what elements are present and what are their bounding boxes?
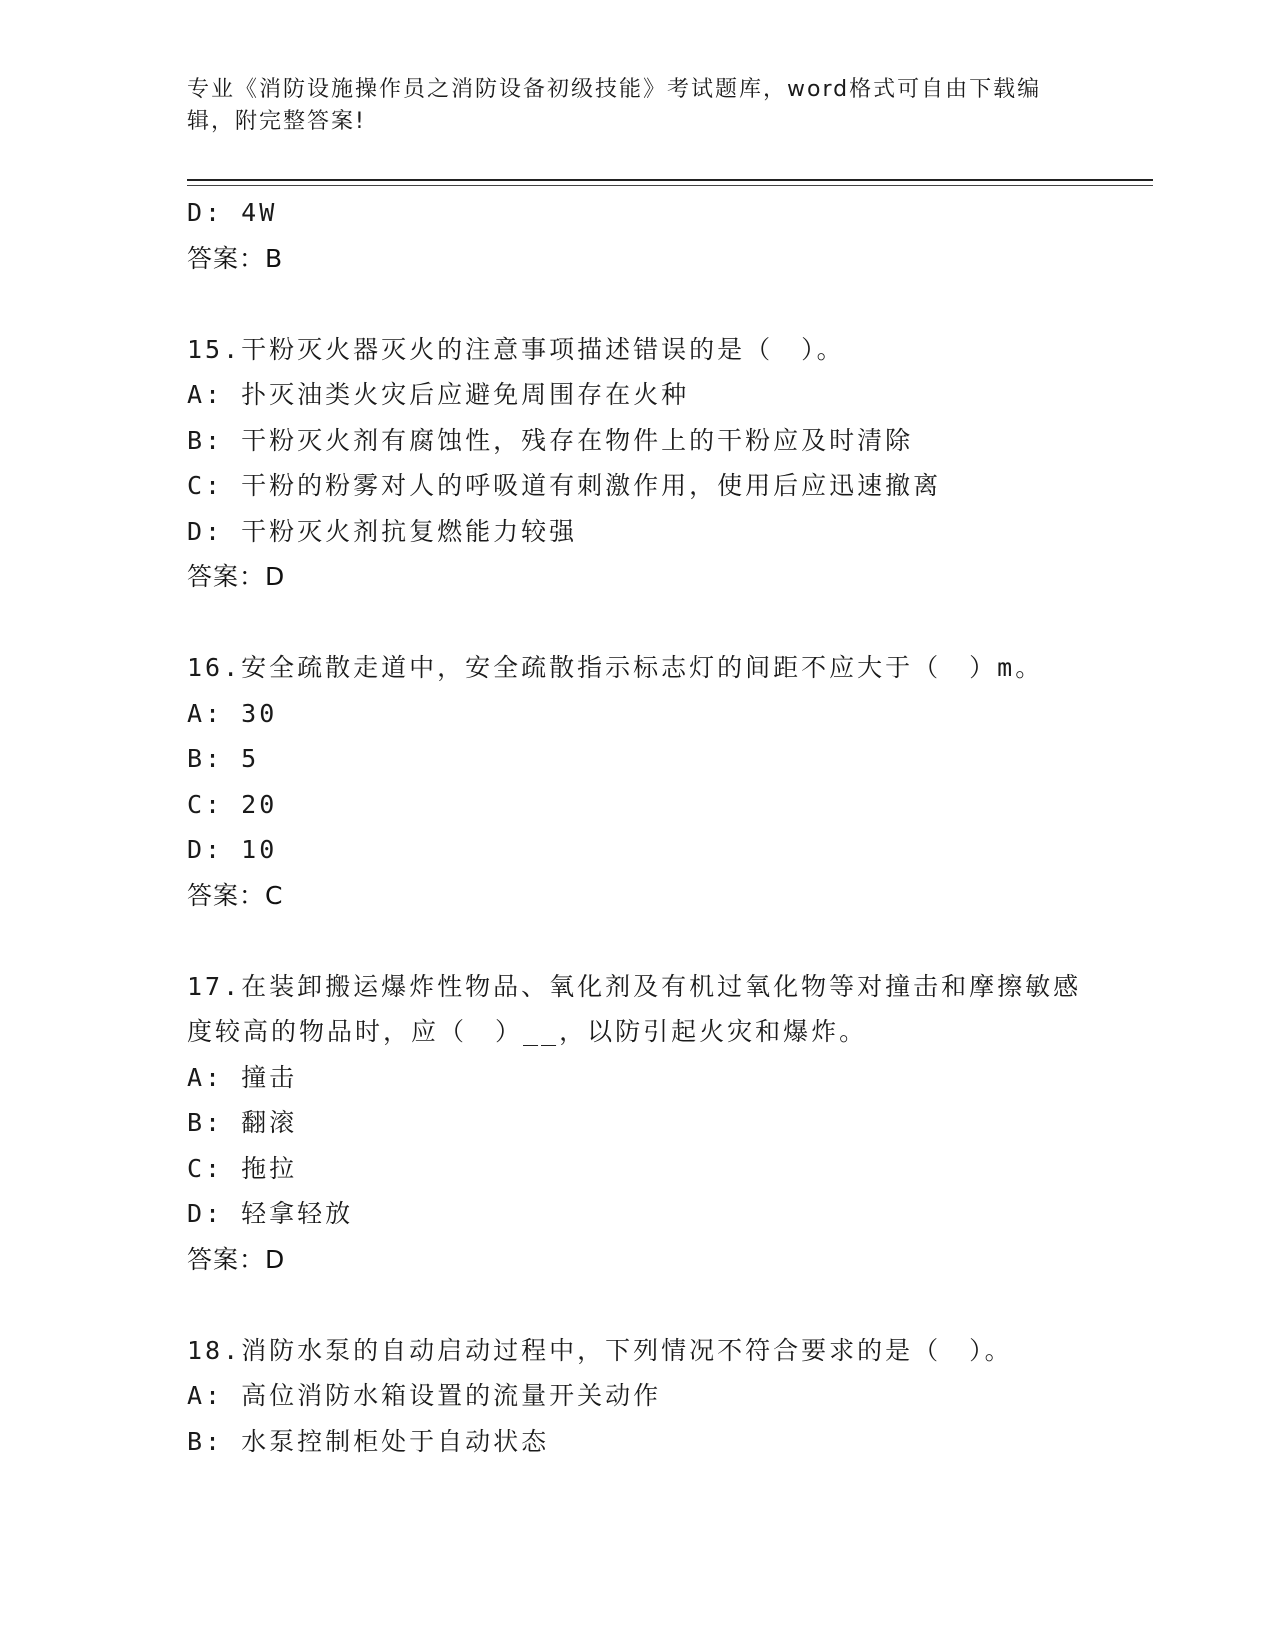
question-list	[187, 190, 1087, 1464]
question-18-option-b: B: 水泵控制柜处于自动状态	[187, 1426, 550, 1456]
spacer	[187, 281, 1087, 327]
question-15-answer: 答案：D	[187, 562, 286, 591]
spacer	[187, 600, 1087, 646]
prev-option-d: D: 4W	[187, 198, 278, 227]
question-16-option-b: B: 5	[187, 744, 260, 773]
question-15	[187, 327, 1087, 600]
question-17-option-a: A: 撞击	[187, 1062, 298, 1092]
question-16-answer: 答案：C	[187, 880, 284, 910]
question-17-text: 17.在装卸搬运爆炸性物品、氧化剂及有机过氧化物等对撞击和摩擦敏感度较高的物品时，应（ ）__，以防引起火灾和爆炸。	[187, 971, 1082, 1046]
header-rule-thin	[187, 185, 1153, 186]
question-18	[187, 1328, 1087, 1465]
question-17-option-b: B: 翻滚	[187, 1108, 298, 1137]
header-rule-thick	[187, 179, 1153, 181]
question-16	[187, 645, 1087, 918]
question-17-option-c: C: 拖拉	[187, 1153, 298, 1183]
spacer	[187, 1282, 1087, 1328]
question-15-option-d: D: 干粉灭火剂抗复燃能力较强	[187, 516, 578, 546]
question-16-option-d: D: 10	[187, 835, 278, 864]
question-15-option-b: B: 干粉灭火剂有腐蚀性，残存在物件上的干粉应及时清除	[187, 425, 914, 455]
question-17-option-d: D: 轻拿轻放	[187, 1199, 354, 1228]
prev-answer: 答案：B	[187, 243, 284, 273]
question-18-option-a: A: 高位消防水箱设置的流量开关动作	[187, 1381, 662, 1410]
question-15-option-c: C: 干粉的粉雾对人的呼吸道有刺激作用，使用后应迅速撤离	[187, 471, 942, 500]
question-15-option-a: A: 扑灭油类火灾后应避免周围存在火种	[187, 380, 690, 409]
question-16-option-c: C: 20	[187, 789, 278, 819]
question-16-text: 16.安全疏散走道中，安全疏散指示标志灯的间距不应大于（ ）m。	[187, 653, 1044, 682]
question-16-option-a: A: 30	[187, 698, 278, 728]
question-17-answer: 答案：D	[187, 1244, 286, 1274]
question-18-text: 18.消防水泵的自动启动过程中，下列情况不符合要求的是（ ）。	[187, 1335, 1013, 1365]
question-15-text: 15.干粉灭火器灭火的注意事项描述错误的是（ ）。	[187, 334, 845, 364]
spacer	[187, 918, 1087, 964]
document-header: 专业《消防设施操作员之消防设备初级技能》考试题库，word格式可自由下载编辑，附完整答案!	[187, 77, 1042, 134]
question-17	[187, 964, 1087, 1283]
